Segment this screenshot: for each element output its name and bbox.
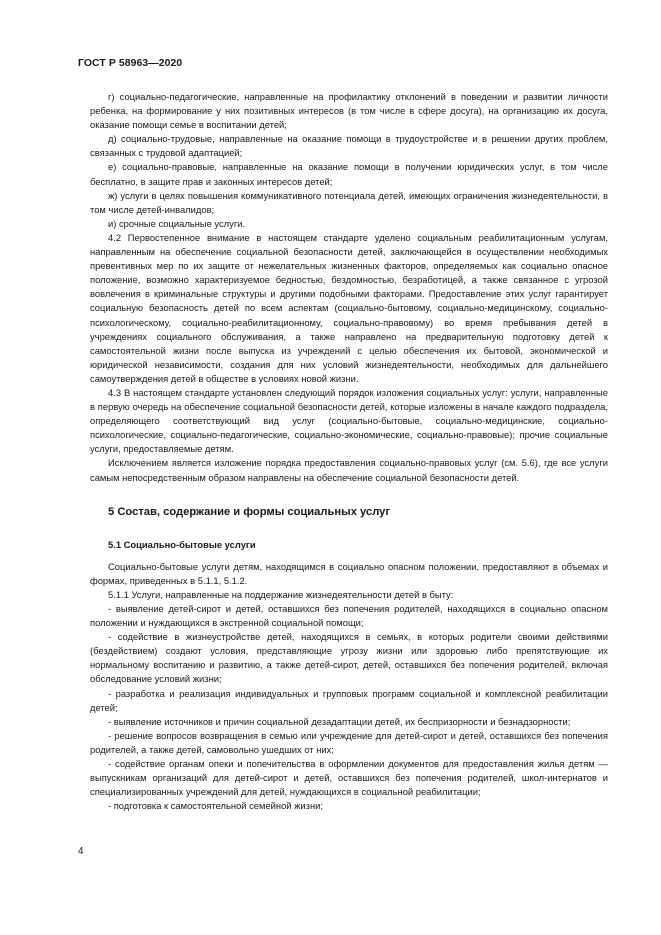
paragraph-4-2: 4.2 Первостепенное внимание в настоящем стандарте уделено социальным реабилитационным услугам, направленным на обеспечение социальной безопасности детей, заключающейся в осуществлении необходимых превентивных мер по их защите от нежелательных жизненных факторов, определяемых как социально опасное положение, возможно характеризуемое бедностью, бездомностью, безработицей, а также связанное с угрозой вовлечения в криминальные структуры и другими подобными факторами. Предоставление этих услуг гарантирует социальную безопасность детей по всем аспектам (социально-бытовому, социально-медицинскому, социально-психологическому, социально-реабилитационному, социально-правовому) во время пребывания детей в учреждениях социального обслуживания, а также направлено на предварительную подготовку детей к самостоятельной жизни после выпуска из учреждений с целью обеспечения их бытовой, экономической и юридической независимости, создания для них условий жизнедеятельности, необходимых для дальнейшего самоутверждения детей в обществе в условиях новой жизни. [90,231,608,384]
subsection-5-1-title: 5.1 Социально-бытовые услуги [108,538,256,550]
list-item: и) срочные социальные услуги. [108,217,246,229]
bullet-item: - выявление источников и причин социальной дезадаптации детей, их беспризорности и безнадзорности; [108,715,571,727]
list-item: г) социально-педагогические, направленные на профилактику отклонений в поведении и развитии личности ребенка, на формирование у них позитивных интересов (в том числе в сфере досуга), на организацию их досуга, оказание помощи семье в воспитании детей; [90,91,608,131]
paragraph-5-1-1: 5.1.1 Услуги, направленные на поддержание жизнедеятельности детей в быту: [108,588,454,600]
page-number: 4 [78,846,84,857]
bullet-item: - содействие в жизнеустройстве детей, находящихся в семьях, в которых родители своими действиями (бездействием) создают условия, представляющие угрозу жизни или здоровью либо препятствующие их нормальному воспитанию и развитию, а также детей-сирот, детей, оставшихся без попечения родителей, включая обследование условий жизни; [90,631,608,685]
list-item: е) социально-правовые, направленные на оказание помощи в получении юридических услуг, в том числе бесплатно, в защите прав и законных интересов детей; [90,161,608,187]
paragraph-exception: Исключением является изложение порядка предоставления социально-правовых услуг (см. 5.6), где все услуги самым непосредственным образом направлены на обеспечение социальной безопасности детей. [90,457,608,483]
bullet-item: - подготовка к самостоятельной семейной жизни; [108,800,323,812]
document-header: ГОСТ Р 58963—2020 [78,58,183,69]
bullet-item: - выявление детей-сирот и детей, оставшихся без попечения родителей, находящихся в социально опасном положении и нуждающихся в экстренной социальной помощи; [90,603,608,629]
list-item: д) социально-трудовые, направленные на оказание помощи в трудоустройстве и в решении других проблем, связанных с трудовой адаптацией; [90,133,608,159]
bullet-item: - разработка и реализация индивидуальных и групповых программ социальной и комплексной реабилитации детей; [90,687,608,713]
bullet-item: - решение вопросов возвращения в семью или учреждение для детей-сирот и детей, оставшихся без попечения родителей, а также детей, самовольно ушедших от них; [90,729,608,755]
bullet-item: - содействие органам опеки и попечительства в оформлении документов для предоставления жилья детям — выпускникам организаций для детей-сирот и детей, оставшихся без попечения родителей, школ-интернатов и специализированных учреждений для детей, нуждающихся в социальной реабилитации; [90,758,608,798]
list-item: ж) услуги в целях повышения коммуникативного потенциала детей, имеющих ограничения жизнедеятельности, в том числе детей-инвалидов; [90,189,608,215]
paragraph-4-3: 4.3 В настоящем стандарте установлен следующий порядок изложения социальных услуг: услуги, направленные в первую очередь на обеспечение социальной безопасности детей, которые изложены в начале каждого подраздела, определяющего соответствующий вид услуг (социально-бытовые, социально-медицинские, социально-психологические, социально-педагогические, социально-экономические, социально-правовые); прочие социальные услуги, предоставляемые детям. [90,386,608,455]
paragraph-5-1-intro: Социально-бытовые услуги детям, находящимся в социально опасном положении, предоставляют в объемах и формах, приведенных в 5.1.1, 5.1.2. [90,560,608,586]
section-5-title: 5 Состав, содержание и формы социальных услуг [108,505,391,518]
document-body [90,90,608,813]
